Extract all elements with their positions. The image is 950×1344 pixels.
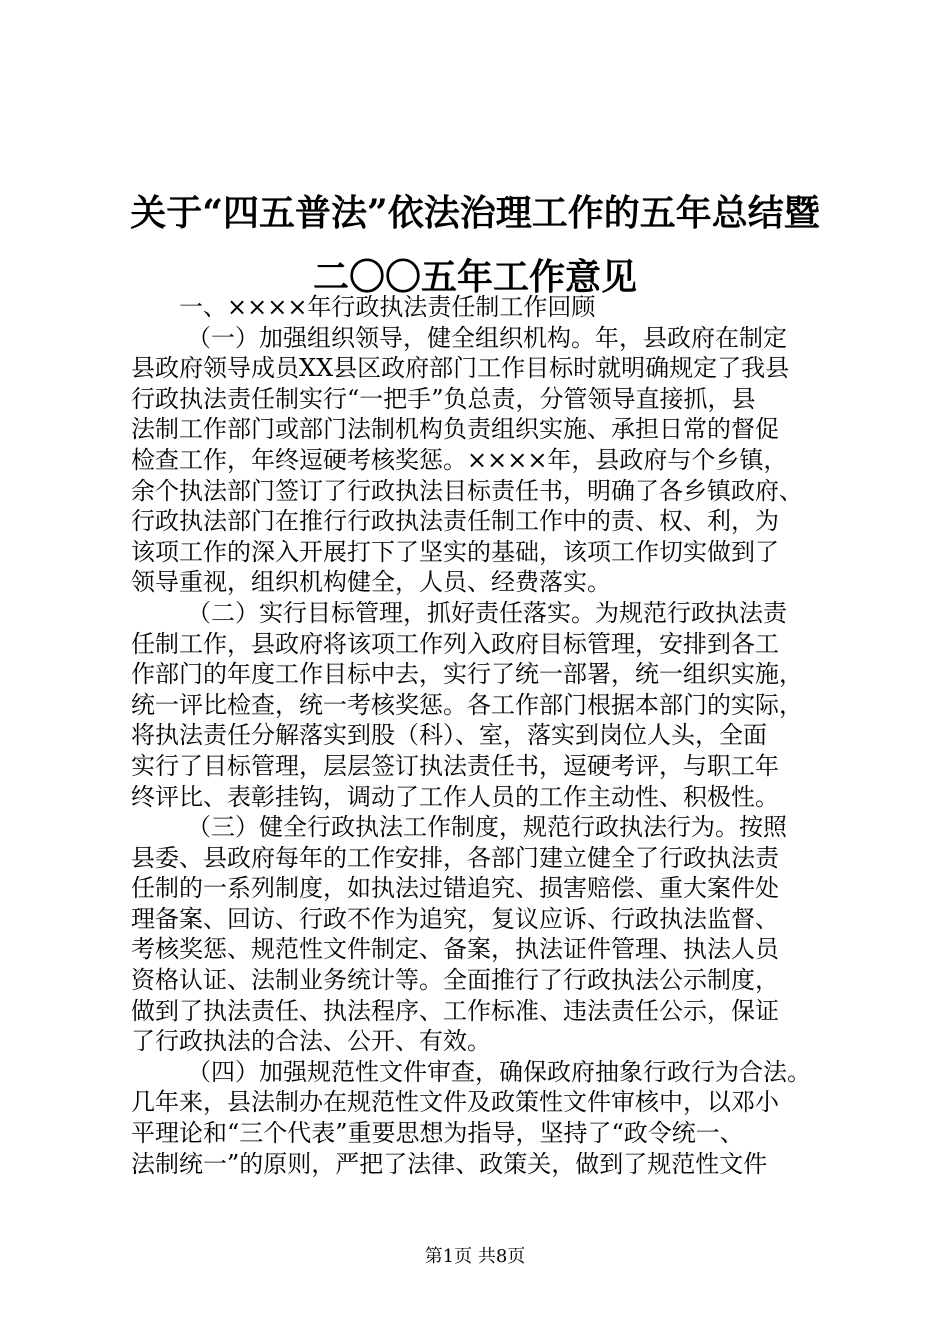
paragraph-1-line: 余个执法部门签订了行政执法目标责任书，明确了各乡镇政府、 xyxy=(131,476,803,505)
document-title-line-2: 二〇〇五年工作意见 xyxy=(312,256,637,298)
paragraph-1-line: 县政府领导成员XX县区政府部门工作目标时就明确规定了我县 xyxy=(131,354,790,383)
paragraph-4-line: 几年来，县法制办在规范性文件及政策性文件审核中，以邓小 xyxy=(131,1088,779,1117)
paragraph-1-line: 法制工作部门或部门法制机构负责组织实施、承担日常的督促 xyxy=(131,415,779,444)
paragraph-2-line: 统一评比检查，统一考核奖惩。各工作部门根据本部门的实际， xyxy=(131,690,803,719)
page-number-footer: 第1页 共8页 xyxy=(424,1246,526,1267)
paragraph-3-line: （三）健全行政执法工作制度，规范行政执法行为。按照 xyxy=(187,813,787,842)
paragraph-2-line: 作部门的年度工作目标中去，实行了统一部署，统一组织实施， xyxy=(131,660,803,689)
paragraph-1-line: 行政执法责任制实行“一把手”负总责，分管领导直接抓，县 xyxy=(131,384,756,413)
paragraph-4-line: （四）加强规范性文件审查，确保政府抽象行政行为合法。 xyxy=(187,1057,811,1086)
paragraph-3-line: 了行政执法的合法、公开、有效。 xyxy=(131,1027,491,1056)
document-title-line-1: 关于“四五普法”依法治理工作的五年总结暨 xyxy=(130,192,820,234)
paragraph-3-line: 理备案、回访、行政不作为追究，复议应诉、行政执法监督、 xyxy=(131,904,779,933)
paragraph-4-line: 法制统一”的原则，严把了法律、政策关，做到了规范性文件 xyxy=(131,1149,768,1178)
paragraph-1-line: 检查工作，年终逗硬考核奖惩。××××年，县政府与个乡镇， xyxy=(131,445,788,474)
paragraph-3-line: 做到了执法责任、执法程序、工作标准、违法责任公示，保证 xyxy=(131,996,779,1025)
paragraph-1-line: 领导重视，组织机构健全，人员、经费落实。 xyxy=(131,568,611,597)
paragraph-2-line: 任制工作，县政府将该项工作列入政府目标管理，安排到各工 xyxy=(131,629,779,658)
paragraph-3-line: 资格认证、法制业务统计等。全面推行了行政执法公示制度， xyxy=(131,966,779,995)
paragraph-1-line: 该项工作的深入开展打下了坚实的基础，该项工作切实做到了 xyxy=(131,537,779,566)
paragraph-2-line: 将执法责任分解落实到股（科）、室，落实到岗位人头，全面 xyxy=(131,721,767,750)
paragraph-1-line: 行政执法部门在推行行政执法责任制工作中的责、权、利，为 xyxy=(131,507,779,536)
paragraph-3-line: 县委、县政府每年的工作安排，各部门建立健全了行政执法责 xyxy=(131,843,779,872)
paragraph-3-line: 考核奖惩、规范性文件制定、备案，执法证件管理、执法人员 xyxy=(131,935,779,964)
paragraph-2-line: 终评比、表彰挂钩，调动了工作人员的工作主动性、积极性。 xyxy=(131,782,779,811)
document-body xyxy=(131,292,841,1179)
paragraph-1-line: （一）加强组织领导，健全组织机构。年，县政府在制定 xyxy=(187,323,787,352)
section-heading: 一、××××年行政执法责任制工作回顾 xyxy=(179,293,596,321)
paragraph-2-line: 实行了目标管理，层层签订执法责任书，逗硬考评，与职工年 xyxy=(131,751,779,780)
paragraph-3-line: 任制的一系列制度，如执法过错追究、损害赔偿、重大案件处 xyxy=(131,874,779,903)
paragraph-4-line: 平理论和“三个代表”重要思想为指导，坚持了“政令统一、 xyxy=(131,1119,744,1148)
paragraph-2-line: （二）实行目标管理，抓好责任落实。为规范行政执法责 xyxy=(187,598,787,627)
